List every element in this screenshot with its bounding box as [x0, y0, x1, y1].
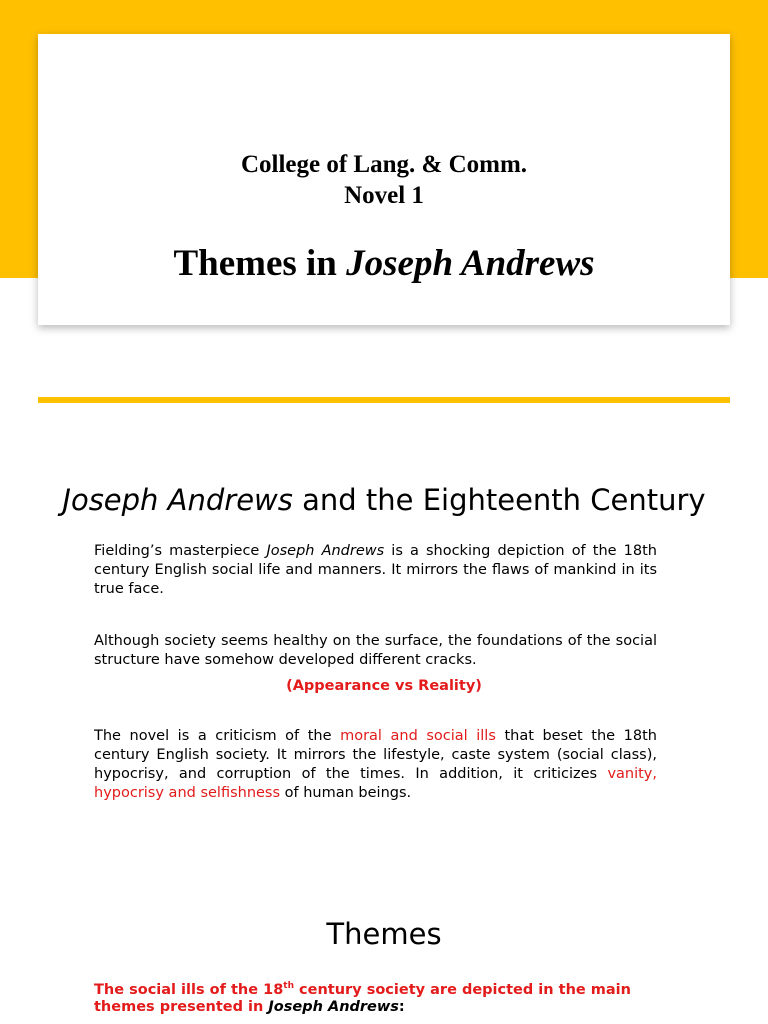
p1-novel-name: Joseph Andrews [266, 543, 385, 559]
p3-text-b: that beset the 18th century English society. It mirrors the lifestyle, caste system (social class), hypocrisy, and corruption of the times. In addition, it criticizes [94, 728, 657, 782]
title-prefix: Themes in [173, 243, 347, 284]
intro-novel-name: Joseph Andrews [268, 999, 399, 1015]
intro-colon: : [398, 999, 405, 1015]
college-name: College of Lang. & Comm. [240, 151, 528, 178]
course-name: Novel 1 [344, 182, 424, 209]
paragraph-masterpiece [94, 542, 657, 599]
intro-superscript: th [283, 981, 294, 991]
heading-novel-name: Joseph Andrews [62, 483, 293, 517]
p1-text-a: Fielding’s masterpiece [94, 543, 267, 559]
section-divider [38, 397, 730, 403]
p1-text-b: is a shocking depiction of the 18th century English social life and manners. It mirrors the flaws of mankind in its true face. [94, 543, 657, 597]
intro-text-a: The social ills of the 18 [94, 982, 284, 998]
themes-intro [94, 982, 694, 1016]
section-heading [0, 478, 768, 522]
heading-rest: and the Eighteenth Century [292, 483, 706, 517]
themes-heading: Themes [326, 917, 442, 951]
p3-text-c: of human beings. [280, 785, 412, 801]
title-card [38, 34, 730, 325]
paragraph-criticism [94, 727, 657, 803]
p3-text-a: The novel is a criticism of the [94, 728, 341, 744]
p3-highlight-vices: vanity, hypocrisy and selfishness [94, 766, 657, 801]
title-novel-name: Joseph Andrews [346, 243, 595, 284]
paragraph-society: Although society seems healthy on the surface, the foundations of the social structure have somehow developed different cracks. [94, 633, 657, 668]
appearance-vs-reality-label: (Appearance vs Reality) [286, 678, 482, 694]
intro-text-b: century society are depicted in the main themes presented in [94, 982, 631, 1015]
presentation-title [38, 241, 730, 287]
p3-highlight-ills: moral and social ills [340, 728, 496, 744]
